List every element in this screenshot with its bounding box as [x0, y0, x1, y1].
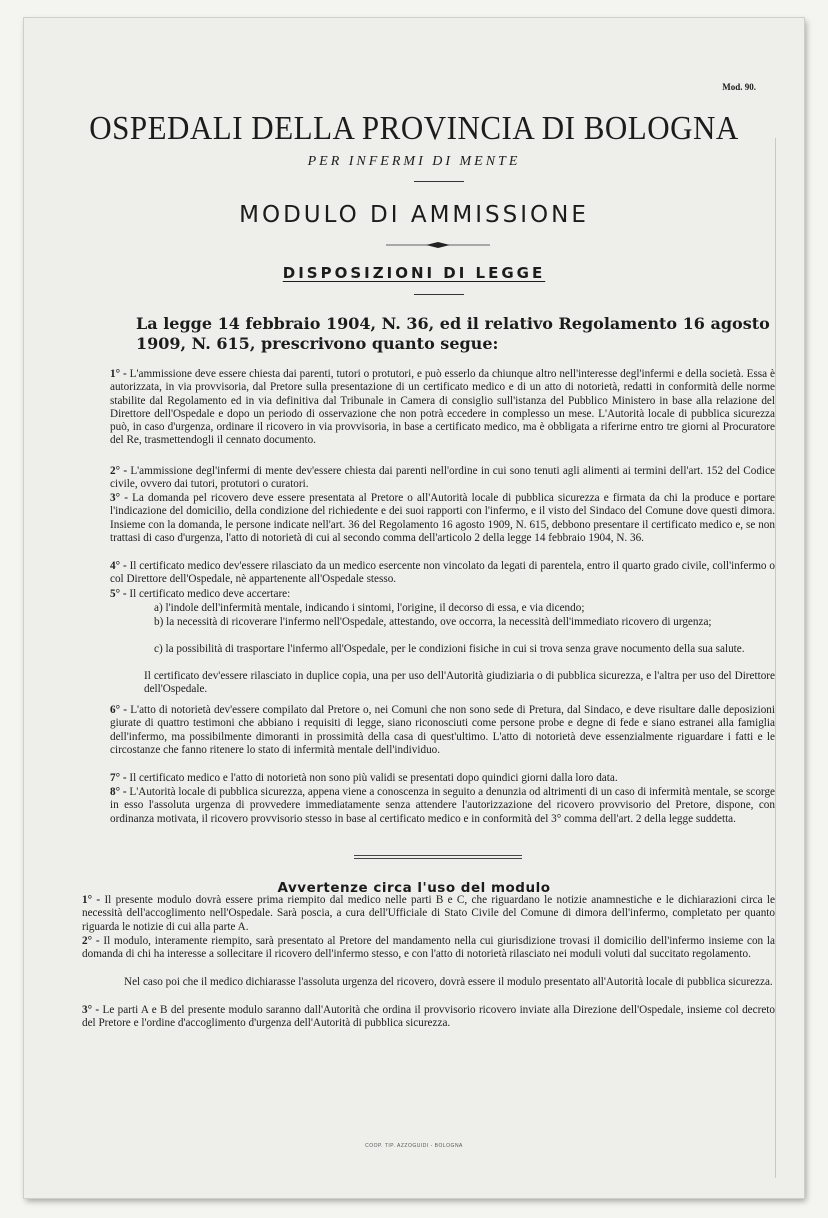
double-rule [354, 855, 522, 861]
sub-item-c: c) la possibilità di trasportare l'infermo all'Ospedale, per le condizioni fisiche in cui si trova senza grave nocumento della sua salute. [154, 643, 745, 655]
sub-item-a: a) l'indole dell'infermità mentale, indicando i sintomi, l'origine, il decorso di essa, e via dicendo; [154, 602, 585, 614]
law-item-5: 5° - Il certificato medico deve accertare: [110, 588, 291, 600]
intro-paragraph: La legge 14 febbraio 1904, N. 36, ed il relativo Regolamento 16 agosto 1909, N. 615, prescrivono quanto segue: [136, 314, 770, 353]
law-item-2: 2° - L'ammissione degl'infermi di mente dev'essere chiesta dai parenti nell'ordine in cui sono tenuti agli alimenti ai termini dell'art. 152 del Codice civile, ovvero dai tutori, protutori o curatori. [110, 465, 775, 491]
document-subtitle: PER INFERMI DI MENTE [307, 154, 521, 169]
sub-item-b: b) la necessità di ricoverare l'infermo nell'Ospedale, attestando, ove occorra, la necessità dell'immediato ricovero di urgenza; [154, 616, 712, 628]
divider-rule [414, 294, 464, 295]
law-item-3: 3° - La domanda pel ricovero deve essere presentata al Pretore o all'Autorità locale di pubblica sicurezza e firmata da chi la produce e portare l'indicazione del domicilio, della condizione del richiedente e dei suoi rapporti con l'infermo, e il visto del Sindaco del Comune dove questi dimora. Insieme con la domanda, le persone indicate nell'art. 36 del Regolamento 16 agosto 1909, N. 615, debbono presentare il certificato medico e, se non trattasi di caso d'urgenza, l'atto di notorietà di cui al secondo comma dell'articolo 2 della legge 14 febbraio 1904, N. 36. [110, 492, 776, 544]
form-title: MODULO DI AMMISSIONE [239, 202, 589, 228]
item5-note: Il certificato dev'essere rilasciato in duplice copia, una per uso dell'Autorità giudiziaria o di pubblica sicurezza, e l'altra per uso del Direttore dell'Ospedale. [144, 670, 775, 696]
model-label: Mod. 90. [722, 82, 756, 92]
law-item-4: 4° - Il certificato medico dev'essere rilasciato da un medico esercente non vincolato da legati di parentela, entro il quarto grado civile, coll'infermo o col Direttore dell'Ospedale, nè appartenente all'Ospedale stesso. [110, 560, 775, 586]
ornament-divider [386, 242, 490, 248]
law-item-6: 6° - L'atto di notorietà dev'essere compilato dal Pretore o, nei Comuni che non sono sede di Pretura, dal Sindaco, e deve risultare dalle deposizioni giurate di quattro testimoni che abbiano i requisiti di legge, siano riconosciuti come persone probe e degne di fede e siano estranei alla famiglia dell'infermo, ma possibilmente dimoranti in prossimità della casa di quest'ultimo. L'atto di notorietà deve essenzialmente riguardare i fatti e le circostanze che fanno ritenere lo stato di infermità mentale dell'individuo. [110, 704, 775, 756]
printer-imprint: COOP. TIP. AZZOGUIDI - BOLOGNA [365, 1143, 463, 1149]
law-item-1: 1° - L'ammissione deve essere chiesta dai parenti, tutori o protutori, e può esserlo da chiunque altro nell'interesse degl'infermi e della società. Essa è autorizzata, in via provvisoria, dal Pretore sulla presentazione di un certificato medico e di un atto di notorietà, redatti in conformità delle norme stabilite dal Regolamento ed in via definitiva dal Tribunale in Camera di consiglio sull'istanza del Pubblico Ministero in base alla relazione del Direttore dell'Ospedale e dopo un periodo di osservazione che non potrà eccedere in complesso un mese. L'Autorità locale di pubblica sicurezza può, in caso d'urgenza, ordinare il ricovero in via provvisoria, in base a certificato medico, ma è obbligata a riferirne entro tre giorni al Procuratore del Re, trasmettendogli il cennato documento. [110, 368, 775, 447]
notice-item-1: 1° - Il presente modulo dovrà essere prima riempito dal medico nelle parti B e C, che riguardano le notizie anamnestiche e le dichiarazioni circa le necessità dell'accoglimento nell'Ospedale. Sarà poscia, a cura dell'Ufficiale di Stato Civile del Comune di dimora dell'infermo, completato per quanto riguarda le notizie di cui alla parte A. [82, 894, 775, 933]
notice-note: Nel caso poi che il medico dichiarasse l'assoluta urgenza del ricovero, dovrà essere il modulo presentato all'Autorità locale di pubblica sicurezza. [124, 976, 773, 988]
section-title: DISPOSIZIONI DI LEGGE [282, 264, 546, 282]
document-sheet [24, 18, 804, 1198]
law-item-8: 8° - L'Autorità locale di pubblica sicurezza, appena viene a conoscenza in seguito a denunzia od altrimenti di un caso di infermità mentale, se scorge in esso l'assoluta urgenza di provvedere immediatamente senza attendere l'autorizzazione del ricovero provvisorio del Pretore, dispone, con ordinanza motivata, il ricovero provvisorio stesso in base al certificato medico e in conformità del 3° comma dell'art. 2 della legge suddetta. [110, 786, 776, 825]
notice-item-2: 2° - Il modulo, interamente riempito, sarà presentato al Pretore del mandamento nella cui giurisdizione trovasi il domicilio dell'infermo insieme con la domanda di chi ha interesse a sollecitare il ricovero dell'infermo stesso, e con l'atto di notorietà rilasciato nei moduli voluti dal succitato regolamento. [82, 935, 776, 961]
notice-title: Avvertenze circa l'uso del modulo [277, 880, 551, 896]
page-fold-line [775, 138, 776, 1178]
divider-rule [414, 181, 464, 182]
law-item-7: 7° - Il certificato medico e l'atto di notorietà non sono più validi se presentati dopo quindici giorni dalla loro data. [110, 772, 618, 784]
document-title: OSPEDALI DELLA PROVINCIA DI BOLOGNA [89, 108, 739, 147]
notice-item-3: 3° - Le parti A e B del presente modulo saranno dall'Autorità che ordina il provvisorio ricovero inviate alla Direzione dell'Ospedale, insieme col decreto del Pretore e l'ordine d'accoglimento d'urgenza dell'Autorità di pubblica sicurezza. [82, 1004, 775, 1030]
